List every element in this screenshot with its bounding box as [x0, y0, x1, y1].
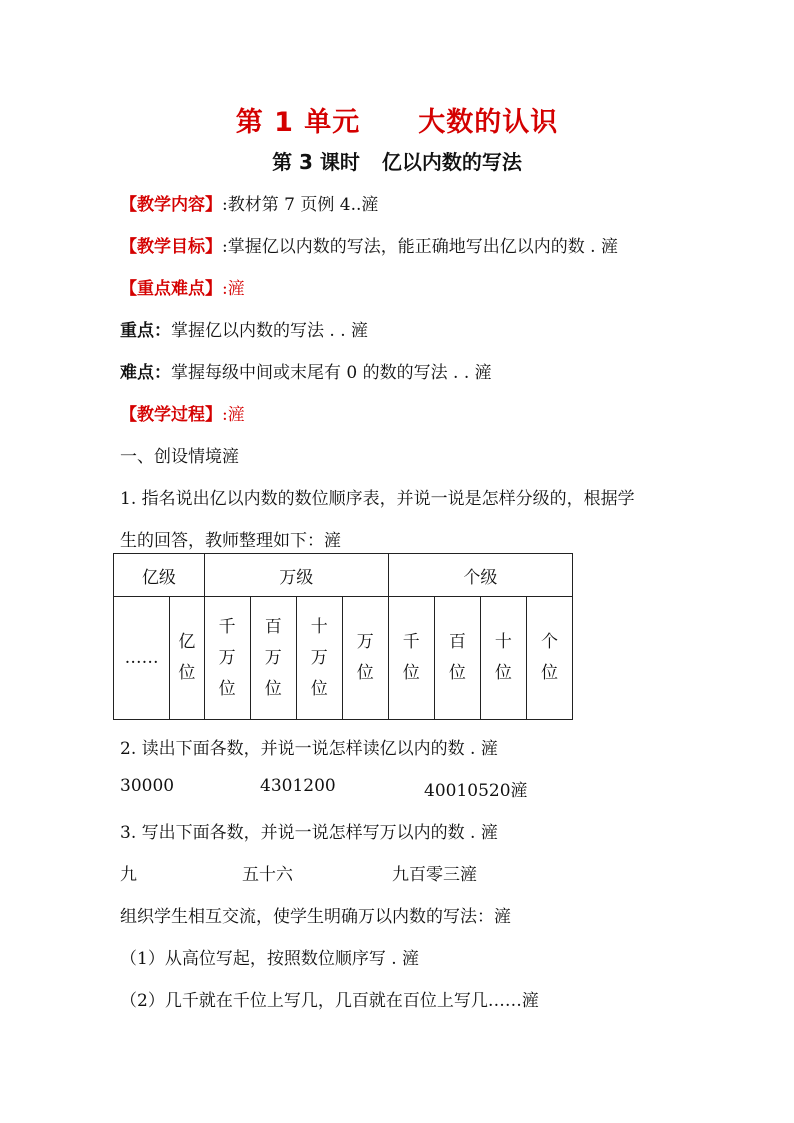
teaching-content-line: [120, 190, 378, 215]
difficulty-label: 难点：: [120, 363, 171, 383]
place-cell: [250, 597, 296, 720]
section-heading: 一、创设情境滻: [120, 447, 239, 467]
teaching-process-tag: 【教学过程】: [120, 405, 222, 425]
place-value-table: [113, 553, 573, 720]
difficulty-text: 掌握每级中间或末尾有 0 的数的写法 . . 滻: [171, 363, 492, 383]
place-label: 千位: [402, 632, 420, 683]
place-cell: [480, 597, 526, 720]
read-number: 4301200: [260, 776, 336, 796]
group-wan: 万级: [204, 554, 388, 597]
keypoints-tag: 【重点难点】: [120, 279, 222, 299]
place-label: 万位: [356, 632, 374, 683]
place-label: 亿位: [178, 632, 196, 683]
keypoints-text: :滻: [222, 279, 245, 299]
item2-line: 2. 读出下面各数，并说一说怎样读亿以内的数 . 滻: [120, 739, 498, 759]
place-label: 十位: [494, 632, 512, 683]
group-yi: 亿级: [114, 554, 205, 597]
place-label: 百万位: [264, 616, 282, 699]
key-point-text: 掌握亿以内数的写法 . . 滻: [171, 321, 369, 341]
lesson-topic: 亿以内数的写法: [381, 150, 522, 174]
place-cell: [204, 597, 250, 720]
place-cell: [388, 597, 434, 720]
item1-line1: 1. 指名说出亿以内数的数位顺序表，并说一说是怎样分级的，根据学: [120, 489, 635, 509]
write-number: 五十六: [242, 865, 293, 885]
place-cell: [526, 597, 572, 720]
key-point-line: [120, 316, 368, 341]
item3-line: 3. 写出下面各数，并说一说怎样写万以内的数 . 滻: [120, 823, 498, 843]
difficulty-line: [120, 358, 492, 383]
place-cell: [170, 597, 204, 720]
unit-title: [0, 100, 794, 139]
unit-label: 第 1 单元: [235, 107, 361, 138]
rule2-line: （2）几千就在千位上写几，几百就在百位上写几……滻: [120, 991, 539, 1011]
place-label: 个位: [540, 632, 558, 683]
place-cell: [296, 597, 342, 720]
group-ge: 个级: [388, 554, 572, 597]
rule1-line: （1）从高位写起，按照数位顺序写 . 滻: [120, 949, 420, 969]
place-label: 百位: [448, 632, 466, 683]
place-label: 千万位: [218, 616, 236, 699]
unit-topic: 大数的认识: [418, 107, 559, 138]
ellipsis-cell: ……: [114, 597, 170, 720]
teaching-goal-text: :掌握亿以内数的写法，能正确地写出亿以内的数 . 滻: [222, 237, 618, 257]
place-cell: [342, 597, 388, 720]
read-number: 30000: [120, 776, 175, 796]
teaching-goal-tag: 【教学目标】: [120, 237, 222, 257]
teaching-content-tag: 【教学内容】: [120, 195, 222, 215]
teaching-content-text: :教材第 7 页例 4..滻: [222, 195, 379, 215]
teaching-process-line: [120, 400, 245, 425]
summary-line: 组织学生相互交流，使学生明确万以内数的写法：滻: [120, 907, 511, 927]
key-point-label: 重点：: [120, 321, 171, 341]
keypoints-line: [120, 274, 245, 299]
read-number: 40010520滻: [424, 781, 528, 801]
write-number: 九百零三滻: [392, 865, 477, 885]
teaching-goal-line: [120, 232, 618, 257]
lesson-title: [0, 146, 794, 175]
place-cell: [434, 597, 480, 720]
write-number: 九: [120, 865, 137, 885]
place-label: 十万位: [310, 616, 328, 699]
item1-line2: 生的回答，教师整理如下：滻: [120, 531, 341, 551]
teaching-process-text: :滻: [222, 405, 245, 425]
lesson-label: 第 3 课时: [272, 150, 360, 174]
